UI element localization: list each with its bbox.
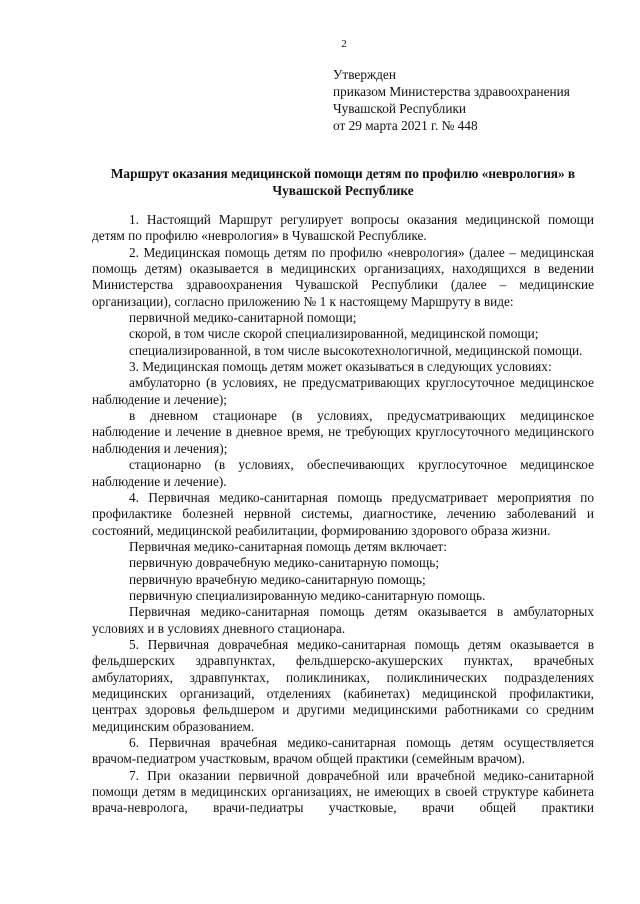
list-item-outpatient: амбулаторно (в условиях, не предусматривающих круглосуточное медицинское наблюдение и лечение); [92, 375, 594, 407]
approval-line: приказом Министерства здравоохранения [333, 84, 570, 99]
title-line-2: Чувашской Республике [272, 183, 414, 198]
paragraph-4-includes: Первичная медико-санитарная помощь детям включает: [129, 538, 447, 554]
list-item-specialized-care: специализированной, в том числе высокотехнологичной, медицинской помощи. [129, 342, 583, 358]
paragraph-2: 2. Медицинская помощь детям по профилю «неврология» (далее – медицинская помощь детям) оказывается в медицинских организациях, находящихся в ведении Министерства здравоохранения Чувашской Республики (далее – медицинские организации), согласно приложению № 1 к настоящему Маршруту в виде: [92, 244, 594, 309]
paragraph-1: 1. Настоящий Маршрут регулирует вопросы оказания медицинской помощи детям по профилю «неврология» в Чувашской Республике. [92, 212, 594, 244]
approval-line: Утвержден [333, 67, 396, 82]
paragraph-7: 7. При оказании первичной доврачебной или врачебной медико-санитарной помощи детям в медицинских организациях, не имеющих в своей структуре кабинета врача-невролога, врачи-педиатры участковые, врачи общей практики [92, 767, 594, 816]
paragraph-5: 5. Первичная доврачебная медико-санитарная помощь детям оказывается в фельдшерских здравпунктах, фельдшерско-акушерских пунктах, врачебных амбулаториях, здравпунктах, поликлиниках, поликлинических подразделениях медицинских организаций, отделениях (кабинетах) медицинской профилактики, центрах здоровья фельдшером и другими медицинскими работниками со средним медицинским образованием. [92, 636, 594, 734]
document-title [92, 165, 594, 199]
list-item-medical: первичную врачебную медико-санитарную помощь; [129, 571, 426, 587]
title-line-1: Маршрут оказания медицинской помощи детям по профилю «неврология» в [110, 166, 576, 181]
list-item-day-hospital: в дневном стационаре (в условиях, предусматривающих медицинское наблюдение и лечение в дневное время, не требующих круглосуточного медицинского наблюдения и лечения); [92, 408, 594, 456]
list-item-emergency-care: скорой, в том числе скорой специализированной, медицинской помощи; [129, 326, 539, 342]
list-item-inpatient: стационарно (в условиях, обеспечивающих круглосуточное медицинское наблюдение и лечение). [92, 457, 594, 489]
paragraph-4-conditions: Первичная медико-санитарная помощь детям оказывается в амбулаторных условиях и в условиях дневного стационара. [92, 604, 594, 636]
approval-line: от 29 марта 2021 г. № 448 [333, 118, 478, 133]
document-body [92, 212, 594, 817]
paragraph-3: 3. Медицинская помощь детям может оказываться в следующих условиях: [129, 359, 552, 375]
list-item-specialized-primary: первичную специализированную медико-санитарную помощь. [129, 587, 486, 603]
paragraph-6: 6. Первичная врачебная медико-санитарная помощь детям осуществляется врачом-педиатром участковым, врачом общей практики (семейным врачом). [92, 735, 594, 767]
paragraph-4: 4. Первичная медико-санитарная помощь предусматривает мероприятия по профилактике болезней нервной системы, диагностике, лечению заболеваний и состояний, медицинской реабилитации, формированию здорового образа жизни. [92, 489, 594, 538]
approval-line: Чувашской Республики [333, 101, 467, 116]
list-item-primary-care: первичной медико-санитарной помощи; [129, 310, 357, 326]
approval-block [333, 66, 570, 134]
list-item-pre-medical: первичную доврачебную медико-санитарную помощь; [129, 555, 440, 571]
page-number: 2 [341, 38, 347, 50]
